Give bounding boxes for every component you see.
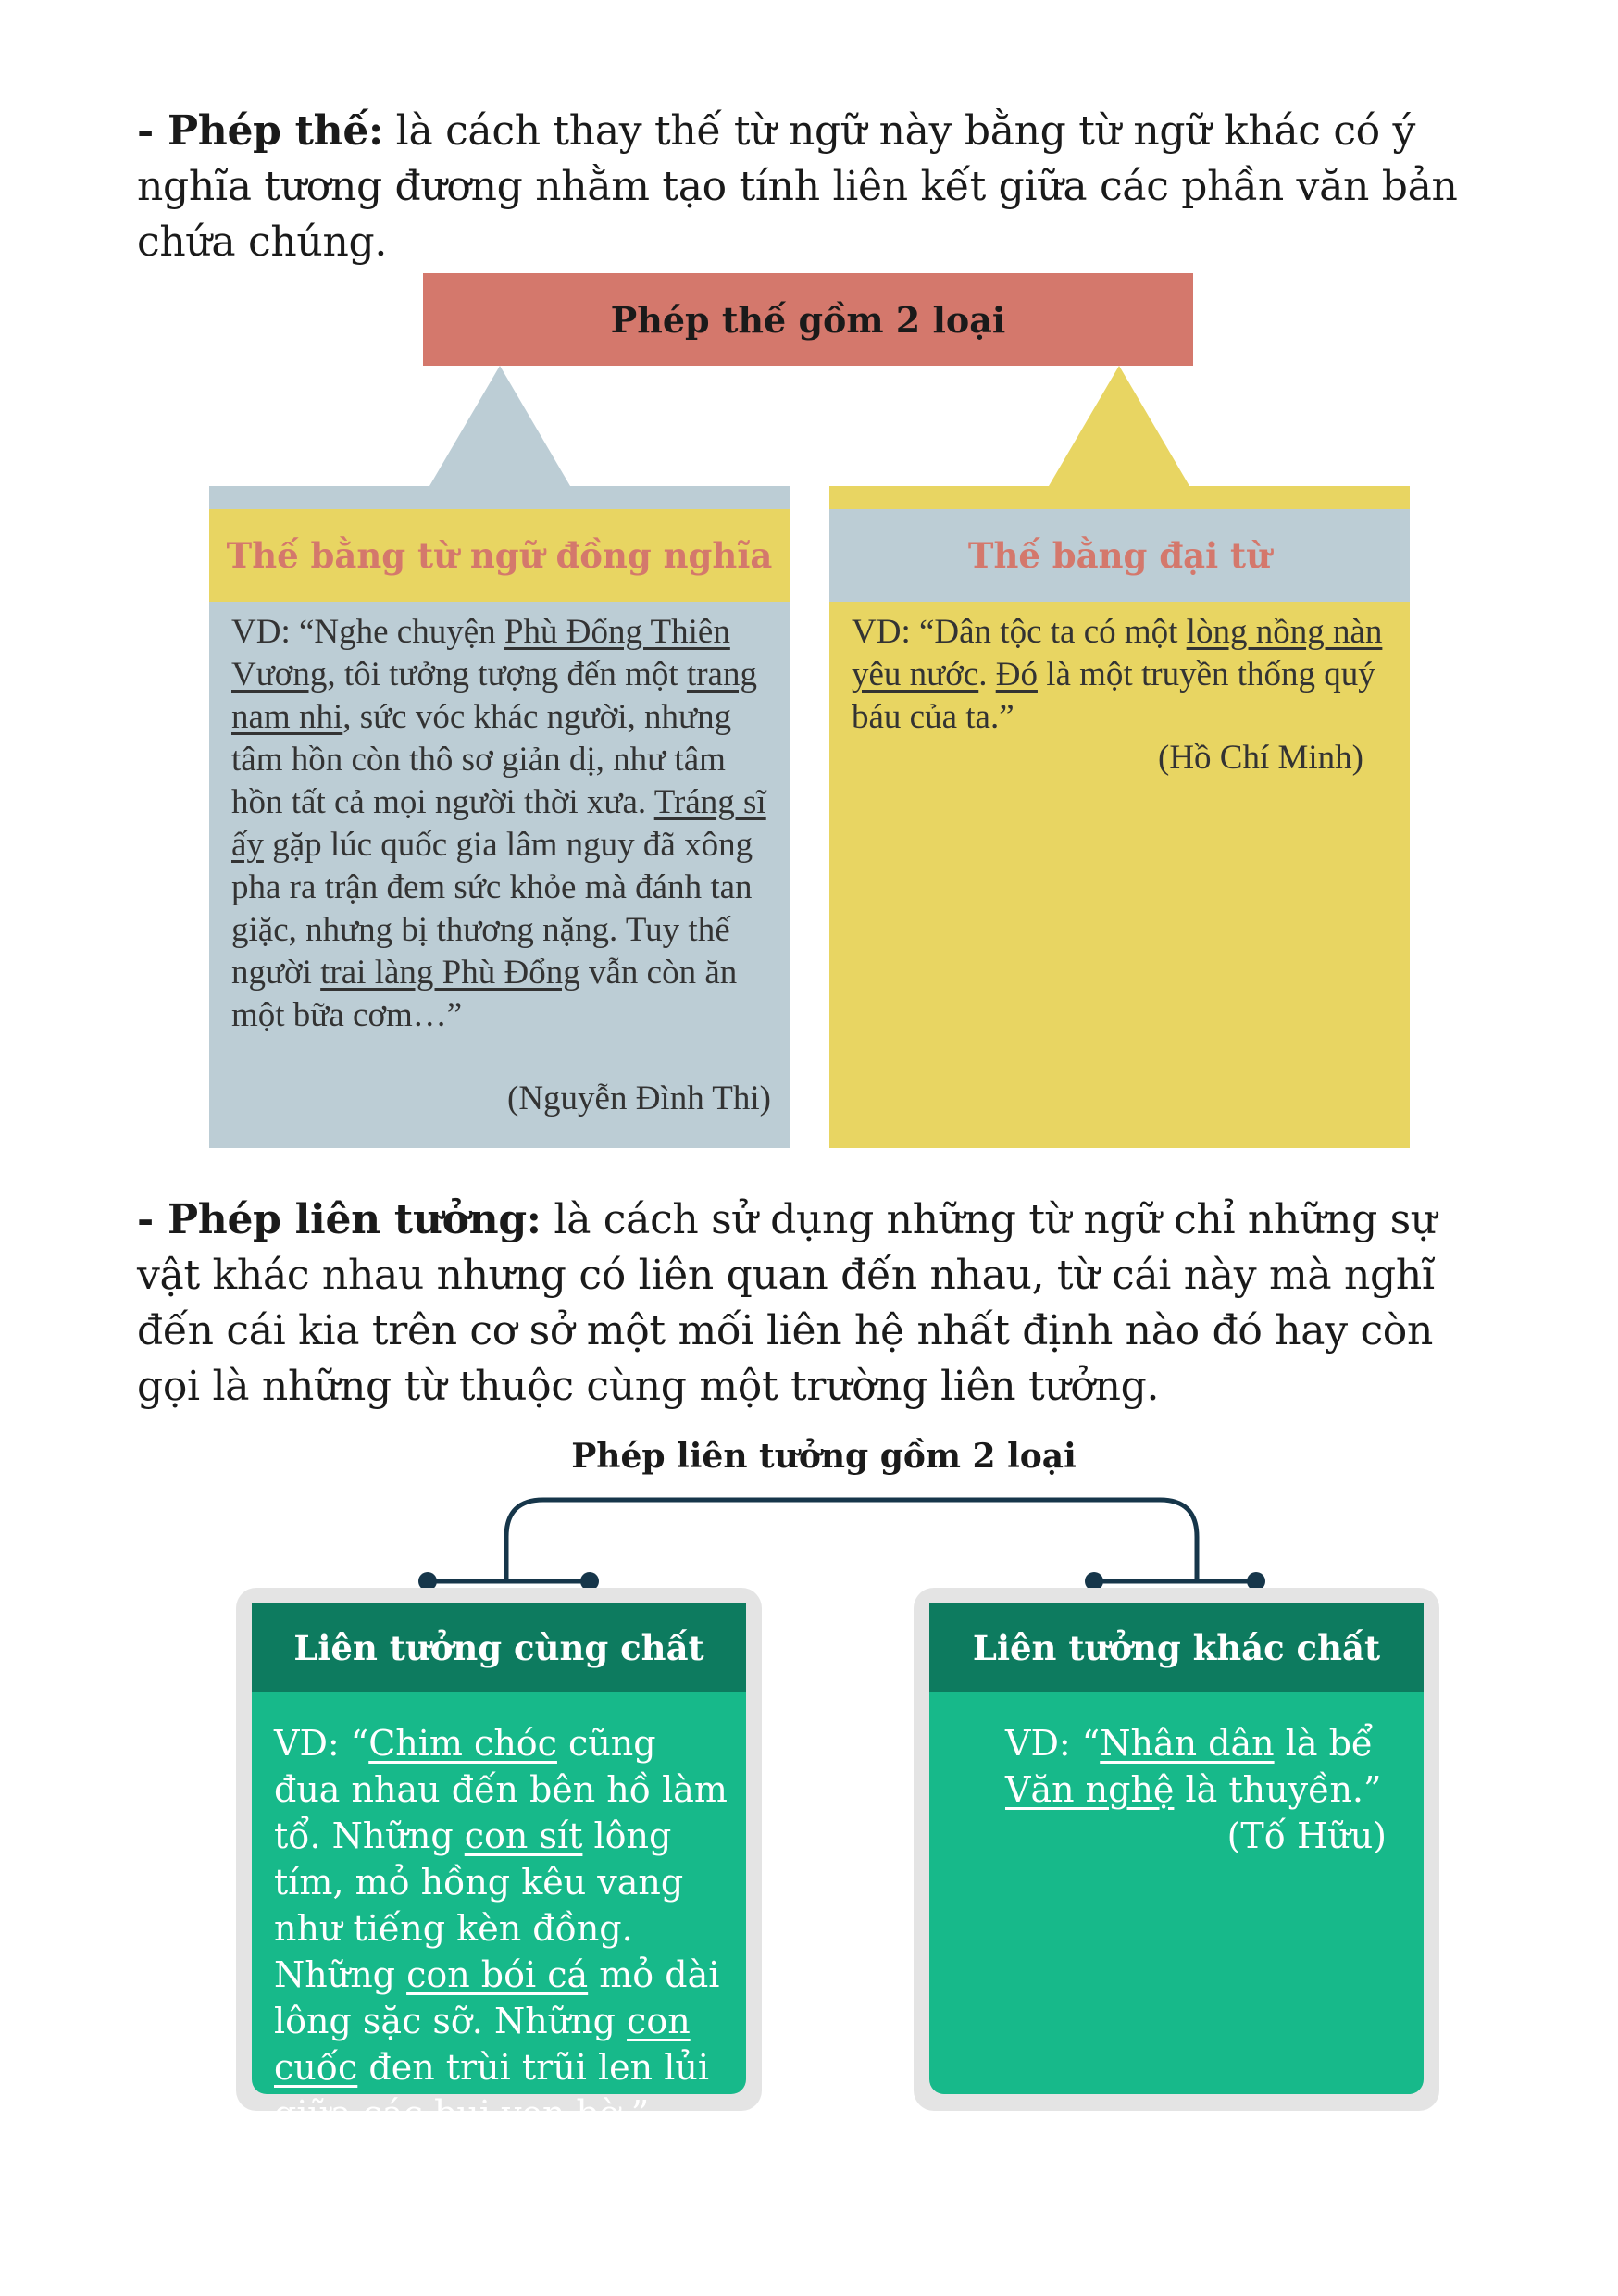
underlined-phrase: trang nam nhi: [231, 655, 757, 736]
underlined-phrase: trai làng Phù Đổng: [320, 954, 580, 992]
phep-lien-tuong-title: Phép liên tưởng gồm 2 loại: [571, 1437, 1077, 1476]
synonym-example-text: VD: “Nghe chuyện Phù Đổng Thiên Vương, tôi tưởng tượng đến một trang nam nhi, sức vóc khác người, nhưng tâm hồn còn thô sơ giản dị, như tâm hồn tất cả mọi người thời xưa. Tráng sĩ ấy gặp lúc quốc gia lâm nguy đã xông pha ra trận đem sức khỏe mà đánh tan giặc, nhưng bị thương nặng. Tuy thế người trai làng Phù Đổng vẫn còn ăn một bữa cơm…”: [231, 613, 766, 1034]
different-nature-association-frame: [914, 1588, 1439, 2111]
underlined-phrase: con sít: [464, 1816, 583, 1856]
phep-the-title-box: Phép thế gồm 2 loại: [423, 273, 1193, 366]
pronoun-substitution-header: Thế bằng đại từ: [829, 509, 1410, 602]
phep-the-term: - Phép thế:: [137, 107, 383, 155]
same-nature-example-text: VD: “Chim chóc cũng đua nhau đến bên hồ làm tổ. Những con sít lông tím, mỏ hồng kêu vang như tiếng kèn đồng. Những con bói cá mỏ dài lông sặc sỡ. Những con cuốc đen trùi trũi len lủi giữa các bụi ven bờ.”: [274, 1723, 728, 2134]
underlined-phrase: Đó: [995, 655, 1038, 693]
different-nature-association-header: Liên tưởng khác chất: [929, 1603, 1424, 1692]
phep-lien-tuong-paragraph: [137, 1192, 1498, 1415]
phep-lien-tuong-term: - Phép liên tưởng:: [137, 1196, 541, 1243]
underlined-phrase: Nhân dân: [1100, 1723, 1275, 1764]
different-nature-example-author: (Tố Hữu): [1226, 1816, 1387, 1856]
phep-lien-tuong-definition: là cách sử dụng những từ ngữ chỉ những sự vật khác nhau nhưng có liên quan đến nhau, từ cái này mà nghĩ đến cái kia trên cơ sở một mối liên hệ nhất định nào đó hay còn gọi là những từ thuộc cùng một trường liên tưởng.: [137, 1196, 1437, 1410]
different-nature-example-text: VD: “Nhân dân là bể Văn nghệ là thuyền.” (Tố Hữu): [1005, 1720, 1396, 1859]
same-nature-association-frame: [236, 1588, 762, 2134]
underlined-phrase: con cuốc: [274, 2001, 691, 2088]
phep-the-paragraph: [137, 104, 1498, 270]
synonym-substitution-panel: [209, 486, 790, 1148]
pronoun-substitution-panel: [829, 486, 1410, 1148]
synonym-substitution-header: Thế bằng từ ngữ đồng nghĩa: [209, 509, 790, 602]
different-nature-association-card: [929, 1603, 1424, 2094]
underlined-phrase: con bói cá: [406, 1954, 589, 1995]
underlined-phrase: Phù Đổng Thiên Vương: [231, 613, 730, 693]
phep-the-definition: là cách thay thế từ ngữ này bằng từ ngữ khác có ý nghĩa tương đương nhằm tạo tính liên kết giữa các phần văn bản chứa chúng.: [137, 107, 1458, 266]
underlined-phrase: Chim chóc: [368, 1723, 557, 1764]
underlined-phrase: Văn nghệ: [1005, 1769, 1175, 1810]
same-nature-association-card: [252, 1603, 746, 2134]
underlined-phrase: lòng nồng nàn yêu nước: [852, 613, 1383, 693]
pronoun-example-author: (Hồ Chí Minh): [1158, 739, 1363, 777]
right-pointer-triangle: [1049, 366, 1189, 486]
pronoun-example-text: VD: “Dân tộc ta có một lòng nồng nàn yêu nước. Đó là một truyền thống quý báu của ta.”: [852, 613, 1383, 736]
bracket-connector: [407, 1481, 1296, 1592]
underlined-phrase: Tráng sĩ ấy: [231, 783, 766, 864]
left-pointer-triangle: [429, 366, 570, 486]
synonym-example-author: (Nguyễn Đình Thi): [507, 1079, 771, 1117]
same-nature-association-header: Liên tưởng cùng chất: [252, 1603, 746, 1692]
